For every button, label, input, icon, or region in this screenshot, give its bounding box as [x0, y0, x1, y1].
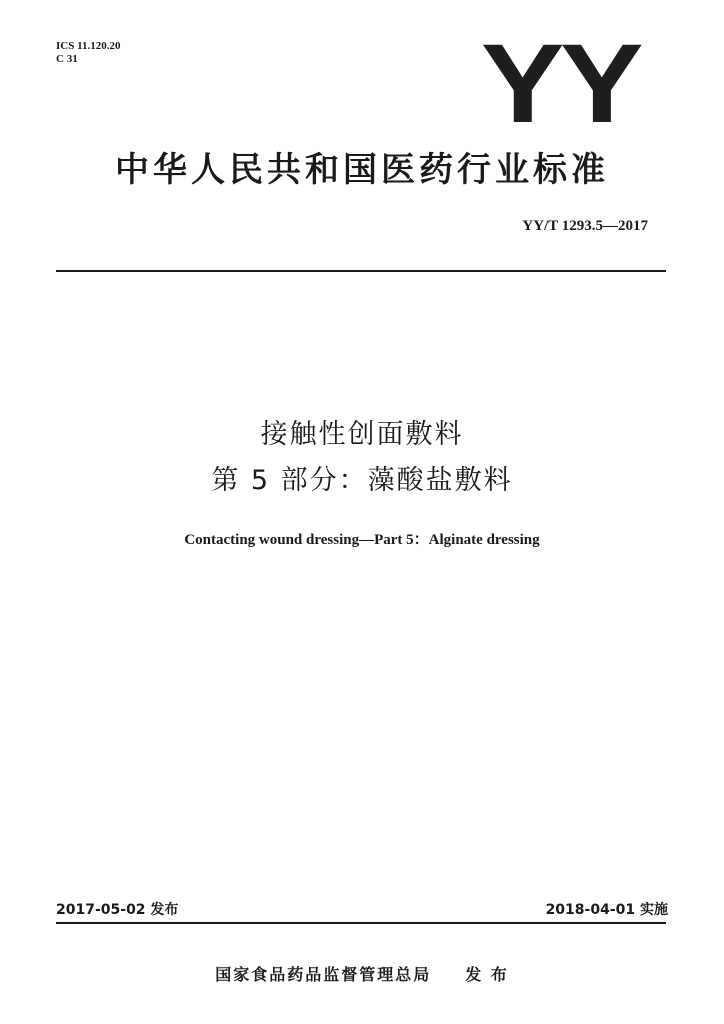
header-divider: [56, 270, 666, 272]
footer-divider: [56, 922, 666, 924]
ics-code: ICS 11.120.20: [56, 40, 121, 52]
issuing-authority: 国家食品药品监督管理总局: [215, 965, 432, 984]
yy-logo: YY: [480, 21, 640, 146]
issuer-action: 发 布: [465, 965, 509, 984]
standard-category-title: 中华人民共和国医药行业标准: [115, 150, 609, 190]
standard-number: YY/T 1293.5—2017: [522, 218, 648, 234]
implement-date: 2018-04-01 实施: [545, 902, 668, 918]
publish-date: 2017-05-02 发布: [56, 902, 179, 918]
issuing-authority-line: [0, 962, 724, 985]
document-title-line1: 接触性创面敷料: [260, 419, 464, 450]
ccs-code: C 31: [56, 53, 78, 65]
classification-codes: [56, 40, 121, 66]
document-title-line2: 第 5 部分：藻酸盐敷料: [211, 465, 513, 496]
english-title: Contacting wound dressing—Part 5：Alginate dressing: [184, 532, 540, 548]
